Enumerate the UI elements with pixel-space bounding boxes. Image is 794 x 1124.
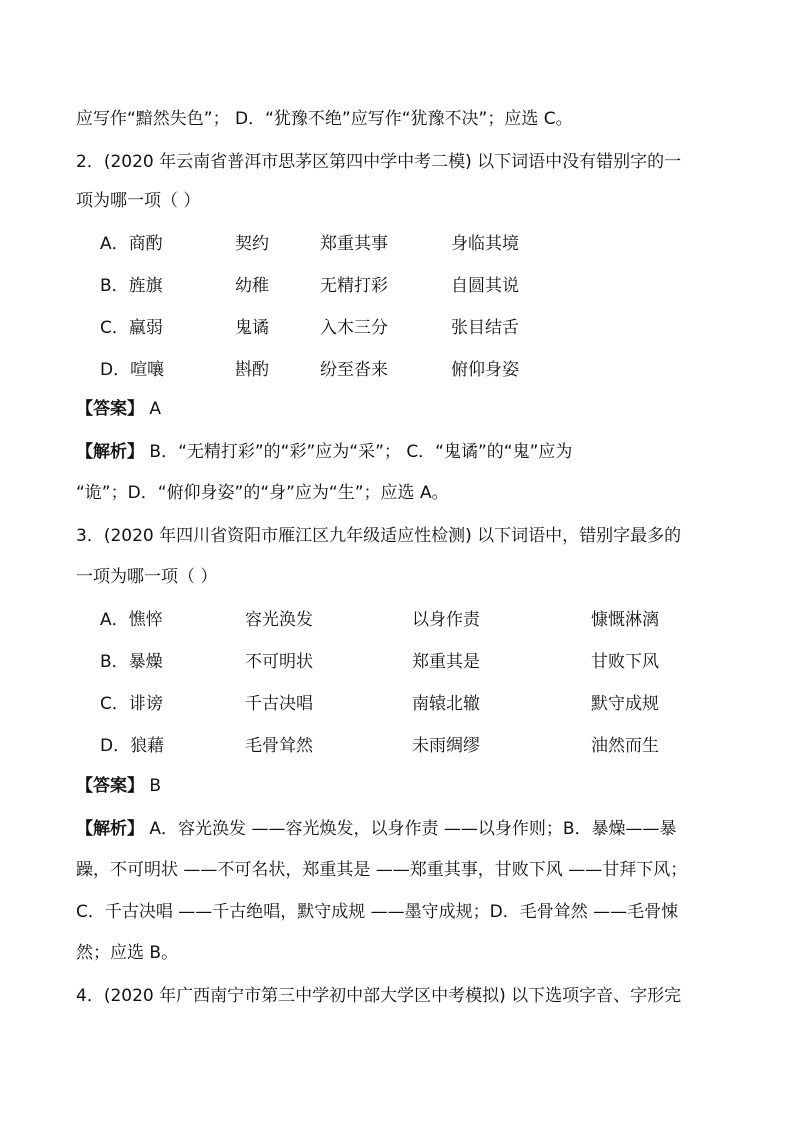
answer-label: 【答案】 xyxy=(76,399,144,419)
option-word: 俯仰身姿 xyxy=(451,360,519,380)
option-word: 鬼谲 xyxy=(235,318,269,338)
option-word: 斟酌 xyxy=(235,360,269,380)
explanation-text: A．容光涣发 ——容光焕发，以身作责 ——以身作则；B．暴燥——暴 xyxy=(149,819,677,839)
option-word: 容光涣发 xyxy=(245,610,313,630)
option-word: 张目结舌 xyxy=(451,318,519,338)
option-word: 油然而生 xyxy=(591,736,659,756)
option-word: 慷慨淋漓 xyxy=(591,610,659,630)
option-word: 甘败下风 xyxy=(591,652,659,672)
explanation-3-cont-1: 躁，不可明状 ——不可名状，郑重其是 ——郑重其事，甘败下风 ——甘拜下风； xyxy=(76,860,688,880)
explanation-2 xyxy=(76,441,572,463)
option-word: 不可明状 xyxy=(245,652,313,672)
text-line-1: 应写作“黯然失色”； D．“犹豫不绝”应写作“犹豫不决”；应选 C。 xyxy=(76,109,573,129)
option-word: 郑重其事 xyxy=(320,234,388,254)
option-word: 自圆其说 xyxy=(451,276,519,296)
question-2-stem-cont: 项为哪一项（ ） xyxy=(76,191,201,211)
option-word: 纷至沓来 xyxy=(320,360,388,380)
option-word: 幼稚 xyxy=(235,276,269,296)
explanation-3-cont-2: C．千古决唱 ——千古绝唱，默守成规 ——墨守成规；D．毛骨耸然 ——毛骨悚 xyxy=(76,902,679,922)
option-label: C．羸弱 xyxy=(100,318,163,338)
option-label: D．狼藉 xyxy=(100,736,165,756)
option-word: 郑重其是 xyxy=(412,652,480,672)
option-label: B．旌旗 xyxy=(100,276,163,296)
option-word: 入木三分 xyxy=(320,318,388,338)
answer-value: B xyxy=(149,776,162,796)
option-word: 未雨绸缪 xyxy=(412,736,480,756)
option-label: A．商酌 xyxy=(100,234,163,254)
option-label: C．诽谤 xyxy=(100,694,163,714)
question-3-stem-cont: 一项为哪一项（ ） xyxy=(76,567,218,587)
option-word: 千古决唱 xyxy=(245,694,313,714)
option-word: 默守成规 xyxy=(591,694,659,714)
explanation-label: 【解析】 xyxy=(76,442,144,462)
option-word: 身临其境 xyxy=(451,234,519,254)
answer-2 xyxy=(76,398,161,420)
answer-3 xyxy=(76,775,161,797)
explanation-2-cont: “诡”；D．“俯仰身姿”的“身”应为“生”；应选 A。 xyxy=(76,483,449,503)
explanation-text: B．“无精打彩”的“彩”应为“采”； C．“鬼谲”的“鬼”应为 xyxy=(149,442,573,462)
question-3-stem: 3．(2020 年四川省资阳市雁江区九年级适应性检测) 以下词语中，错别字最多的 xyxy=(76,526,682,546)
question-2-stem: 2．(2020 年云南省普洱市思茅区第四中学中考二模) 以下词语中没有错别字的一 xyxy=(76,152,682,172)
explanation-3-cont-3: 然；应选 B。 xyxy=(76,943,179,963)
option-word: 以身作责 xyxy=(412,610,480,630)
option-label: A．憔悴 xyxy=(100,610,163,630)
option-label: B．暴燥 xyxy=(100,652,163,672)
explanation-3 xyxy=(76,818,677,840)
option-word: 南辕北辙 xyxy=(412,694,480,714)
option-word: 毛骨耸然 xyxy=(245,736,313,756)
option-word: 契约 xyxy=(235,234,269,254)
option-label: D．喧嚷 xyxy=(100,360,165,380)
explanation-label: 【解析】 xyxy=(76,819,144,839)
option-word: 无精打彩 xyxy=(320,276,388,296)
answer-label: 【答案】 xyxy=(76,776,144,796)
answer-value: A xyxy=(149,399,162,419)
question-4-stem: 4．(2020 年广西南宁市第三中学初中部大学区中考模拟) 以下选项字音、字形完 xyxy=(76,986,682,1006)
